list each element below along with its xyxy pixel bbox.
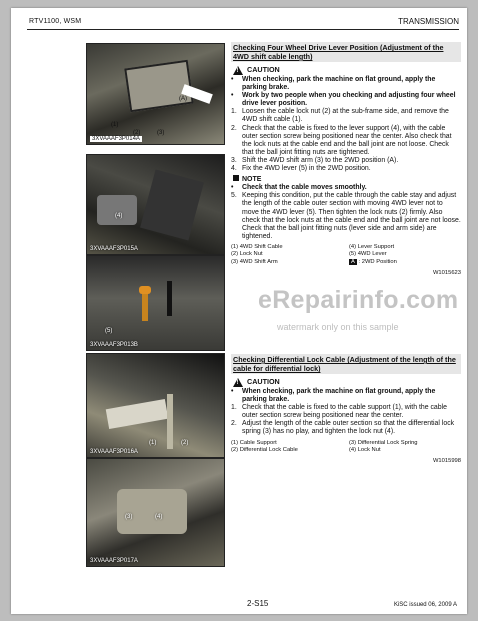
caution-heading-1: ! CAUTION (233, 66, 461, 75)
issue-date: KiSC issued 06, 2009 A (393, 602, 457, 608)
photo-4wd-lever (86, 255, 225, 351)
photo-caption-1: 3XVAAAF3P014A (92, 136, 140, 142)
header-rule (27, 29, 459, 30)
photo-label-3: (3) (157, 130, 165, 136)
photo-label-4: (4) (115, 213, 123, 219)
photo-label-1: (1) (111, 122, 119, 128)
photo-diff-lock-spring (86, 458, 225, 567)
step-item: 1. Loosen the cable lock nut (2) at the sub-frame side, and remove the 4WD shift cable (1). (231, 108, 449, 124)
photo-label-2: (2) (133, 130, 141, 136)
section-diff-lock (231, 354, 461, 465)
section-title-diff: Checking Differential Lock Cable (Adjustment of the length of the cable for differential lock) (231, 354, 461, 374)
page-number: 2-S15 (247, 599, 269, 608)
caution-item: • Work by two people when you checking and adjusting four wheel drive lever position. (231, 92, 456, 108)
photo-caption-3: 3XVAAAF3P013B (90, 342, 138, 348)
figure-ref-1: W1015623 (432, 269, 461, 276)
photo-caption-4: 3XVAAAF3P016A (90, 449, 138, 455)
step-item: 2. Adjust the length of the cable outer section so that the differential lock spring (3) has no play, and tighten the lock nut (4). (231, 420, 455, 436)
photo-label-diff-3: (3) (125, 514, 133, 520)
caution-item: • When checking, park the machine on flat ground, apply the parking brake. (231, 388, 436, 404)
note-square-icon (233, 175, 239, 181)
step-item: 2. Check that the cable is fixed to the lever support (4), with the cable outer section screw being positioned near the center. Also check that the lock nuts at the cable end and the ball joint are not loose. Check that the ball joint fitting nuts are tightened. (231, 124, 452, 156)
manual-page (11, 8, 467, 614)
photo-diff-lock-cable-support (86, 353, 225, 458)
caution-item: • When checking, park the machine on flat ground, apply the parking brake. (231, 76, 436, 92)
caution-heading-2: ! CAUTION (233, 378, 461, 387)
photo-label-5: (5) (105, 328, 113, 334)
photo-label-a: (A) (179, 96, 187, 102)
section-title-4wd: Checking Four Wheel Drive Lever Position (Adjustment of the 4WD shift cable length) (231, 42, 461, 62)
watermark-site: eRepairinfo.com (258, 286, 459, 314)
section-4wd-lever (231, 42, 461, 277)
watermark-note: watermark only on this sample (277, 322, 399, 332)
warning-triangle-icon (233, 66, 243, 75)
warning-triangle-icon (233, 378, 243, 387)
photo-label-diff-2: (2) (181, 440, 189, 446)
parts-legend-1: (1) 4WD Shift Cable (4) Lever Support (2) Lock Nut (5) 4WD Lever (3) 4WD Shift Arm A : 2WD Position (231, 243, 397, 266)
photo-label-diff-4: (4) (155, 514, 163, 520)
step-item: 4. Fix the 4WD lever (5) in the 2WD position. (231, 165, 371, 173)
step-item: 3. Shift the 4WD shift arm (3) to the 2WD position (A). (231, 156, 399, 164)
header-model: RTV1100, WSM (29, 18, 82, 25)
photo-4wd-cable-lock-nut (86, 43, 225, 145)
parts-legend-2: (1) Cable Support (3) Differential Lock Spring (2) Differential Lock Cable (4) Lock Nut (231, 439, 418, 454)
step-item: 5. Keeping this condition, put the cable through the cable stay and adjust the length of the cable outer section with moving 4WD lever not to move the 4WD lever (5). Then tighten the lock nuts (2) firmly. Also check that the lock nuts at the cable end and the ball joint are not loose. Check that the ball joint fitting nuts (lever side and arm side) are tightened. (231, 192, 461, 240)
photo-label-diff-1: (1) (149, 440, 157, 446)
step-item: 1. Check that the cable is fixed to the cable support (1), with the cable outer section screw being positioned near the center. (231, 404, 447, 420)
note-heading: NOTE (233, 175, 461, 184)
photo-lever-support (86, 154, 225, 255)
header-section: TRANSMISSION (398, 17, 459, 26)
figure-ref-2: W1015998 (432, 457, 461, 464)
photo-caption-2: 3XVAAAF3P015A (90, 246, 138, 252)
photo-caption-5: 3XVAAAF3P017A (90, 558, 138, 564)
note-item: • Check that the cable moves smoothly. (231, 184, 367, 192)
